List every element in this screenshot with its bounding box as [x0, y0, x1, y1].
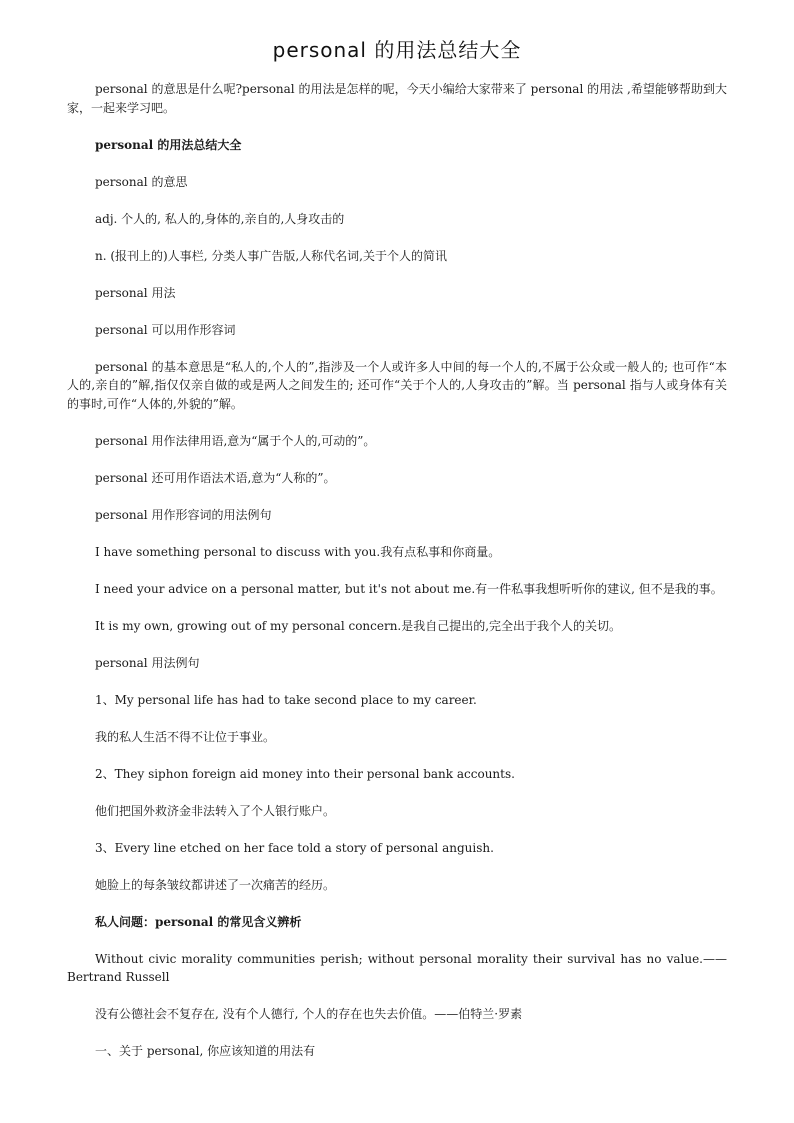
section-heading: 私人问题：personal 的常见含义辨析	[95, 914, 302, 929]
paragraph: personal 可以用作形容词	[95, 322, 236, 337]
paragraph: 他们把国外救济金非法转入了个人银行账户。	[95, 803, 336, 818]
paragraph: personal 还可用作语法术语,意为“人称的”。	[95, 470, 336, 485]
paragraph: 一、关于 personal, 你应该知道的用法有	[95, 1044, 316, 1058]
paragraph: 3、Every line etched on her face told a story of personal anguish.	[95, 840, 494, 855]
paragraph: I have something personal to discuss with you.我有点私事和你商量。	[95, 544, 501, 559]
paragraph: personal 的意思是什么呢?personal 的用法是怎样的呢，今天小编给大家带来了 personal 的用法 ,希望能够帮助到大家，一起来学习吧。	[67, 82, 727, 115]
paragraph: personal 的意思	[95, 174, 188, 189]
document-title: personal 的用法总结大全	[272, 38, 522, 62]
paragraph: 2、They siphon foreign aid money into their personal bank accounts.	[95, 766, 515, 781]
paragraph: 我的私人生活不得不让位于事业。	[95, 729, 276, 744]
paragraph: n. (报刊上的)人事栏, 分类人事广告版,人称代名词,关于个人的简讯	[95, 248, 447, 263]
paragraph: 她脸上的每条皱纹都讲述了一次痛苦的经历。	[95, 877, 336, 892]
paragraph: Without civic morality communities perish; without personal morality their survival has no value.——Bertrand Russell	[67, 951, 727, 984]
paragraph: personal 用作法律用语,意为“属于个人的,可动的”。	[95, 433, 376, 448]
document-body	[67, 80, 727, 1079]
paragraph: personal 用法例句	[95, 655, 200, 670]
paragraph: It is my own, growing out of my personal concern.是我自己提出的,完全出于我个人的关切。	[95, 618, 622, 633]
paragraph: 没有公德社会不复存在, 没有个人德行, 个人的存在也失去价值。——伯特兰·罗素	[95, 1007, 523, 1021]
paragraph: personal 用法	[95, 285, 176, 300]
paragraph: personal 的基本意思是“私人的,个人的”,指涉及一个人或许多人中间的每一个人的,不属于公众或一般人的; 也可作“本人的,亲自的”解,指仅仅亲自做的或是两人之间发生的; 还可作“关于个人的,人身攻击的”解。当 personal 指与人或身体有关的事时,可作“人体的,外貌的”解。	[67, 359, 727, 411]
paragraph: I need your advice on a personal matter, but it's not about me.有一件私事我想听听你的建议, 但不是我的事。	[95, 581, 723, 596]
paragraph: 1、My personal life has had to take second place to my career.	[95, 692, 477, 707]
paragraph: personal 用作形容词的用法例句	[95, 507, 272, 522]
section-heading: personal 的用法总结大全	[95, 137, 242, 152]
paragraph: adj. 个人的, 私人的,身体的,亲自的,人身攻击的	[95, 211, 345, 226]
